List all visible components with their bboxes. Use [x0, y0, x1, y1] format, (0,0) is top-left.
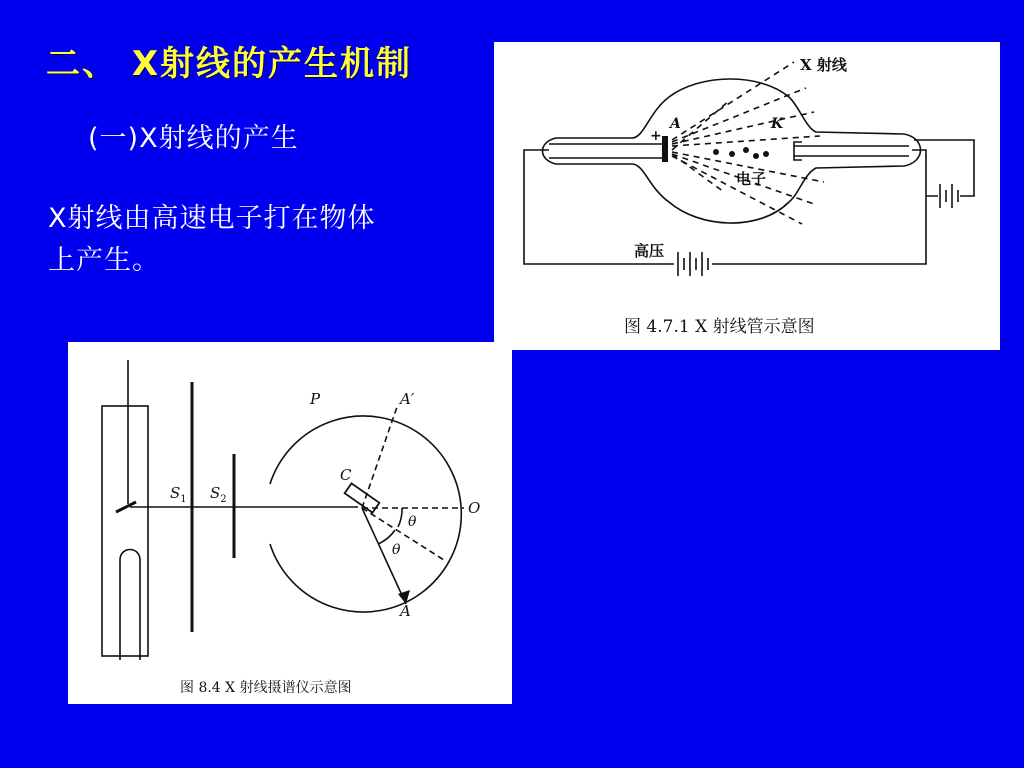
- tube-glass-outline: [543, 79, 921, 223]
- tube-caption: 图 4.7.1 X 射线管示意图: [624, 317, 815, 337]
- anode-label: A: [670, 116, 681, 132]
- body-line-1: X射线由高速电子打在物体: [48, 203, 376, 234]
- camera-circle: [270, 416, 461, 612]
- reference-dashed-lines: [362, 404, 464, 560]
- xray-spectrometer-figure: [68, 342, 512, 704]
- anode-plus-label: +: [650, 128, 662, 144]
- body-line-2: 上产生。: [48, 245, 160, 276]
- label-S2: [210, 484, 227, 505]
- cathode-inner-tube: [794, 146, 909, 156]
- label-S1: [170, 484, 187, 505]
- anode-inner-tube: [549, 144, 662, 158]
- spectrometer-diagram: [68, 342, 512, 704]
- label-S2-subscript: 2: [220, 494, 227, 505]
- label-C: C: [340, 466, 352, 484]
- label-theta-2: θ: [392, 542, 401, 558]
- xray-tube-figure: [494, 42, 1000, 350]
- circuit-wire-filament: [914, 140, 974, 196]
- filament-battery: [940, 184, 958, 208]
- label-S1-letter: S: [170, 484, 181, 502]
- xray-tube-diagram: [494, 42, 1000, 350]
- spectrometer-caption: 图 8.4 X 射线摄谱仪示意图: [180, 680, 352, 696]
- electron-label: 电子: [736, 170, 767, 188]
- cathode-cup: [794, 142, 802, 160]
- slide-subtitle: (一)X射线的产生: [88, 123, 299, 154]
- label-A-prime: A′: [400, 390, 415, 408]
- filament-loop: [120, 550, 140, 661]
- cathode-label: K: [771, 116, 784, 132]
- label-P: P: [310, 390, 321, 408]
- xray-label: X 射线: [800, 56, 847, 74]
- label-A: A: [400, 602, 411, 620]
- xray-beams: [672, 62, 824, 224]
- theta-arc-1: [398, 508, 402, 527]
- slide-body-text: [48, 198, 458, 282]
- label-O: O: [468, 499, 481, 517]
- high-voltage-label: 高压: [634, 242, 665, 260]
- high-voltage-battery: [678, 252, 708, 276]
- label-theta-1: θ: [408, 514, 417, 530]
- anode-plate: [662, 136, 668, 162]
- slide-title: 二、 X射线的产生机制: [46, 44, 413, 84]
- tube-housing: [102, 406, 148, 656]
- label-S1-subscript: 1: [180, 494, 187, 505]
- label-S2-letter: S: [210, 484, 221, 502]
- electron-dots: [713, 147, 769, 159]
